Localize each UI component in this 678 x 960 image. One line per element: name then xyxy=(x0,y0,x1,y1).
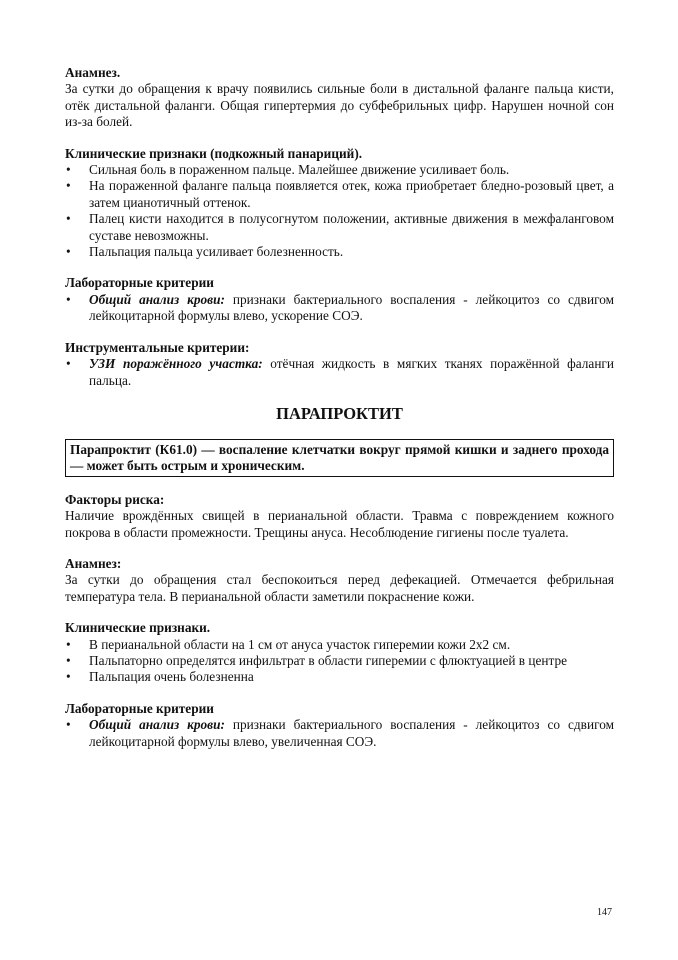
chapter-title: ПАРАПРОКТИТ xyxy=(276,403,403,423)
section-paragraph: За сутки до обращения стал беспокоиться перед дефекацией. Отмечается фебрильная температура тела. В перианальной области заметили покраснение кожи. xyxy=(65,572,614,604)
list-item: • На пораженной фаланге пальца появляется отек, кожа приобретает бледно-розовый цвет, а затем цианотичный оттенок. xyxy=(65,178,614,211)
section-heading: Клинические признаки. xyxy=(65,620,211,636)
list-item xyxy=(65,356,614,389)
list-item xyxy=(65,292,614,325)
definition-box: Парапроктит (К61.0) — воспаление клетчатки вокруг прямой кишки и заднего прохода — может быть острым и хроническим. xyxy=(65,439,614,477)
lab-criteria-section-2 xyxy=(65,701,614,750)
list-item xyxy=(65,717,614,750)
risk-factors-section xyxy=(65,492,614,541)
anamnesis-section-2 xyxy=(65,556,614,605)
bullet-list xyxy=(65,637,614,686)
section-heading: Лабораторные критерии xyxy=(65,700,214,716)
item-text: признаки бактериального воспаления - лейкоцитоз со сдвигом лейкоцитарной формулы влево, ускорение СОЭ. xyxy=(89,291,614,324)
anamnesis-section-1 xyxy=(65,65,614,131)
item-lead: Общий анализ крови: xyxy=(89,291,225,307)
item-lead: УЗИ поражённого участка: xyxy=(89,356,263,372)
list-item: • Пальпация очень болезненна xyxy=(65,669,614,685)
bullet-list xyxy=(65,162,614,260)
item-lead: Общий анализ крови: xyxy=(89,717,225,733)
clinical-signs-section-1 xyxy=(65,146,614,261)
list-item: • В перианальной области на 1 см от ануса участок гиперемии кожи 2х2 см. xyxy=(65,637,614,653)
section-heading: Факторы риска: xyxy=(65,491,165,507)
section-heading: Анамнез. xyxy=(65,65,121,80)
bullet-list xyxy=(65,717,614,750)
section-heading: Анамнез: xyxy=(65,555,122,571)
page-content xyxy=(65,65,614,765)
section-paragraph: За сутки до обращения к врачу появились сильные боли в дистальной фаланге пальца кисти, отёк дистальной фаланги. Общая гипертермия до субфебрильных цифр. Нарушен ночной сон из-за болей. xyxy=(65,81,614,130)
list-item: • Сильная боль в пораженном пальце. Малейшее движение усиливает боль. xyxy=(65,162,614,178)
instrumental-criteria-section-1 xyxy=(65,340,614,389)
bullet-list xyxy=(65,356,614,389)
clinical-signs-section-2 xyxy=(65,620,614,686)
section-heading: Инструментальные критерии: xyxy=(65,339,250,355)
list-item: • Палец кисти находится в полусогнутом положении, активные движения в межфаланговом суставе невозможны. xyxy=(65,211,614,244)
list-item: • Пальпаторно определятся инфильтрат в области гиперемии с флюктуацией в центре xyxy=(65,653,614,669)
section-heading: Клинические признаки (подкожный панариций). xyxy=(65,145,363,161)
bullet-list xyxy=(65,292,614,325)
page-number: 147 xyxy=(597,907,612,918)
list-item: • Пальпация пальца усиливает болезненность. xyxy=(65,244,614,260)
section-paragraph: Наличие врождённых свищей в перианальной области. Травма с повреждением кожного покрова в области промежности. Трещины ануса. Несоблюдение гигиены после туалета. xyxy=(65,508,614,540)
section-heading: Лабораторные критерии xyxy=(65,275,214,291)
lab-criteria-section-1 xyxy=(65,275,614,324)
item-text: признаки бактериального воспаления - лейкоцитоз со сдвигом лейкоцитарной формулы влево, увеличенная СОЭ. xyxy=(89,717,614,749)
item-text: отёчная жидкость в мягких тканях поражённой фаланги пальца. xyxy=(89,356,615,388)
